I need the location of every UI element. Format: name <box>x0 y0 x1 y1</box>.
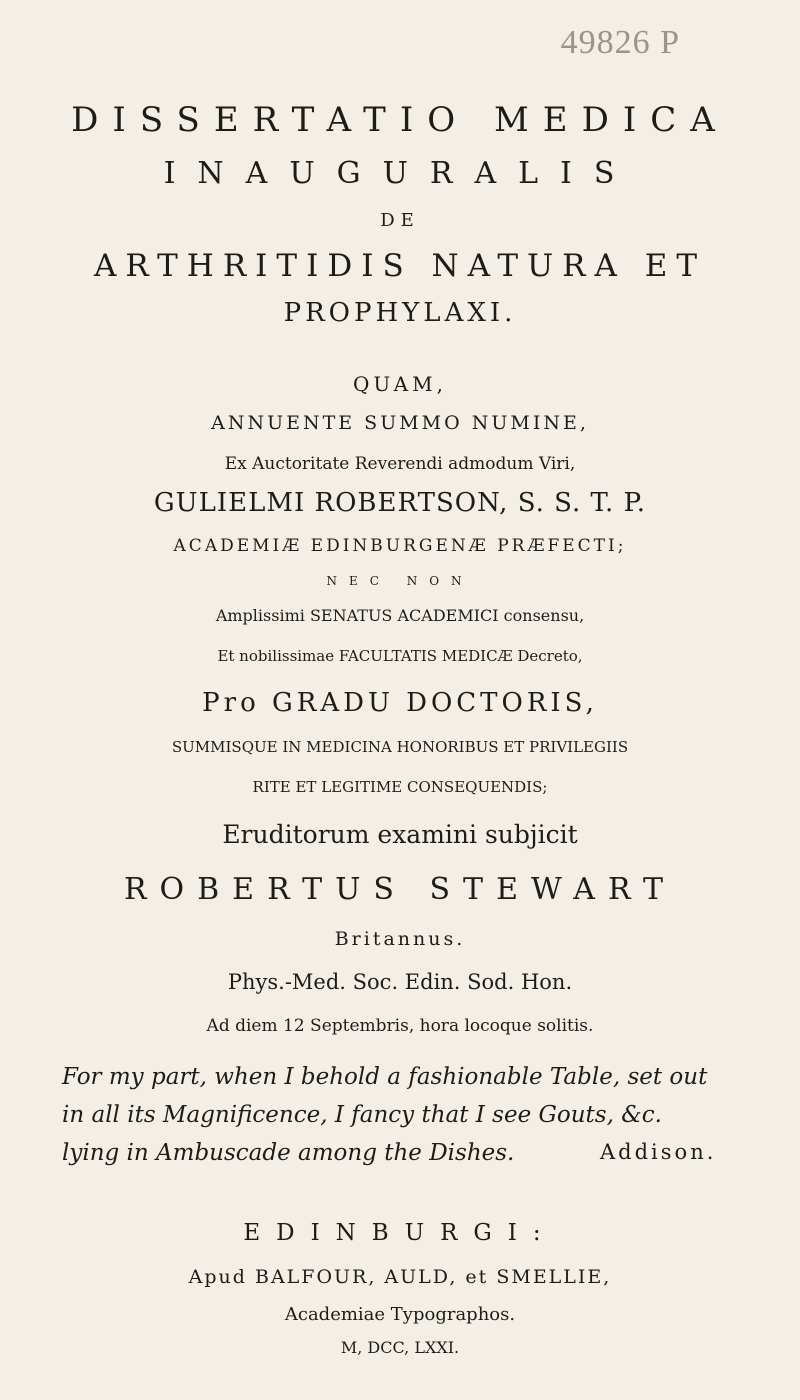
annuente-line: ANNUENTE SUMMO NUMINE, <box>211 412 589 434</box>
title-line-4: ARTHRITIDIS NATURA ET <box>93 248 707 284</box>
title-line-2: INAUGURALIS <box>163 156 637 191</box>
date-line: Ad diem 12 Septembris, hora locoque solitis. <box>206 1016 594 1036</box>
quam-line: QUAM, <box>353 372 447 396</box>
epigraph-line-1: For my part, when I behold a fashionable Table, set out <box>62 1064 708 1090</box>
title-line-5: PROPHYLAXI. <box>283 298 517 328</box>
author-name: ROBERTUS STEWART <box>123 872 677 907</box>
imprint-printers: Apud BALFOUR, AULD, et SMELLIE, <box>188 1266 612 1288</box>
epigraph-attribution: Addison. <box>600 1140 717 1164</box>
senatus-line: Amplissimi SENATUS ACADEMICI consensu, <box>215 606 585 625</box>
shelfmark: 49826 P <box>560 24 680 61</box>
academiae-line: ACADEMIÆ EDINBURGENÆ PRÆFECTI; <box>173 536 627 556</box>
pro-gradu-line: Pro GRADU DOCTORIS, <box>202 688 598 718</box>
epigraph-line-2: in all its Magnificence, I fancy that I see Gouts, &c. <box>62 1102 662 1128</box>
title-line-1: DISSERTATIO MEDICA <box>71 100 729 140</box>
summisque-line: SUMMISQUE IN MEDICINA HONORIBUS ET PRIVILEGIIS <box>171 738 629 756</box>
rector-name: GULIELMI ROBERTSON, S. S. T. P. <box>153 488 647 518</box>
imprint-year: M, DCC, LXXI. <box>340 1338 460 1357</box>
nec-non-line: NEC NON <box>326 574 474 588</box>
imprint-city: EDINBURGI: <box>243 1220 557 1246</box>
eruditorum-line: Eruditorum examini subjicit <box>222 820 578 849</box>
rite-line: RITE ET LEGITIME CONSEQUENDIS; <box>252 778 548 796</box>
britannus-line: Britannus. <box>334 928 466 950</box>
society-line: Phys.-Med. Soc. Edin. Sod. Hon. <box>227 970 573 994</box>
epigraph-line-3: lying in Ambuscade among the Dishes. <box>62 1140 515 1166</box>
title-line-3: DE <box>380 210 420 231</box>
facultas-line: Et nobilissimae FACULTATIS MEDICÆ Decreto, <box>217 647 583 665</box>
auctoritate-line: Ex Auctoritate Reverendi admodum Viri, <box>224 454 576 474</box>
imprint-typographos: Academiae Typographos. <box>284 1304 516 1325</box>
